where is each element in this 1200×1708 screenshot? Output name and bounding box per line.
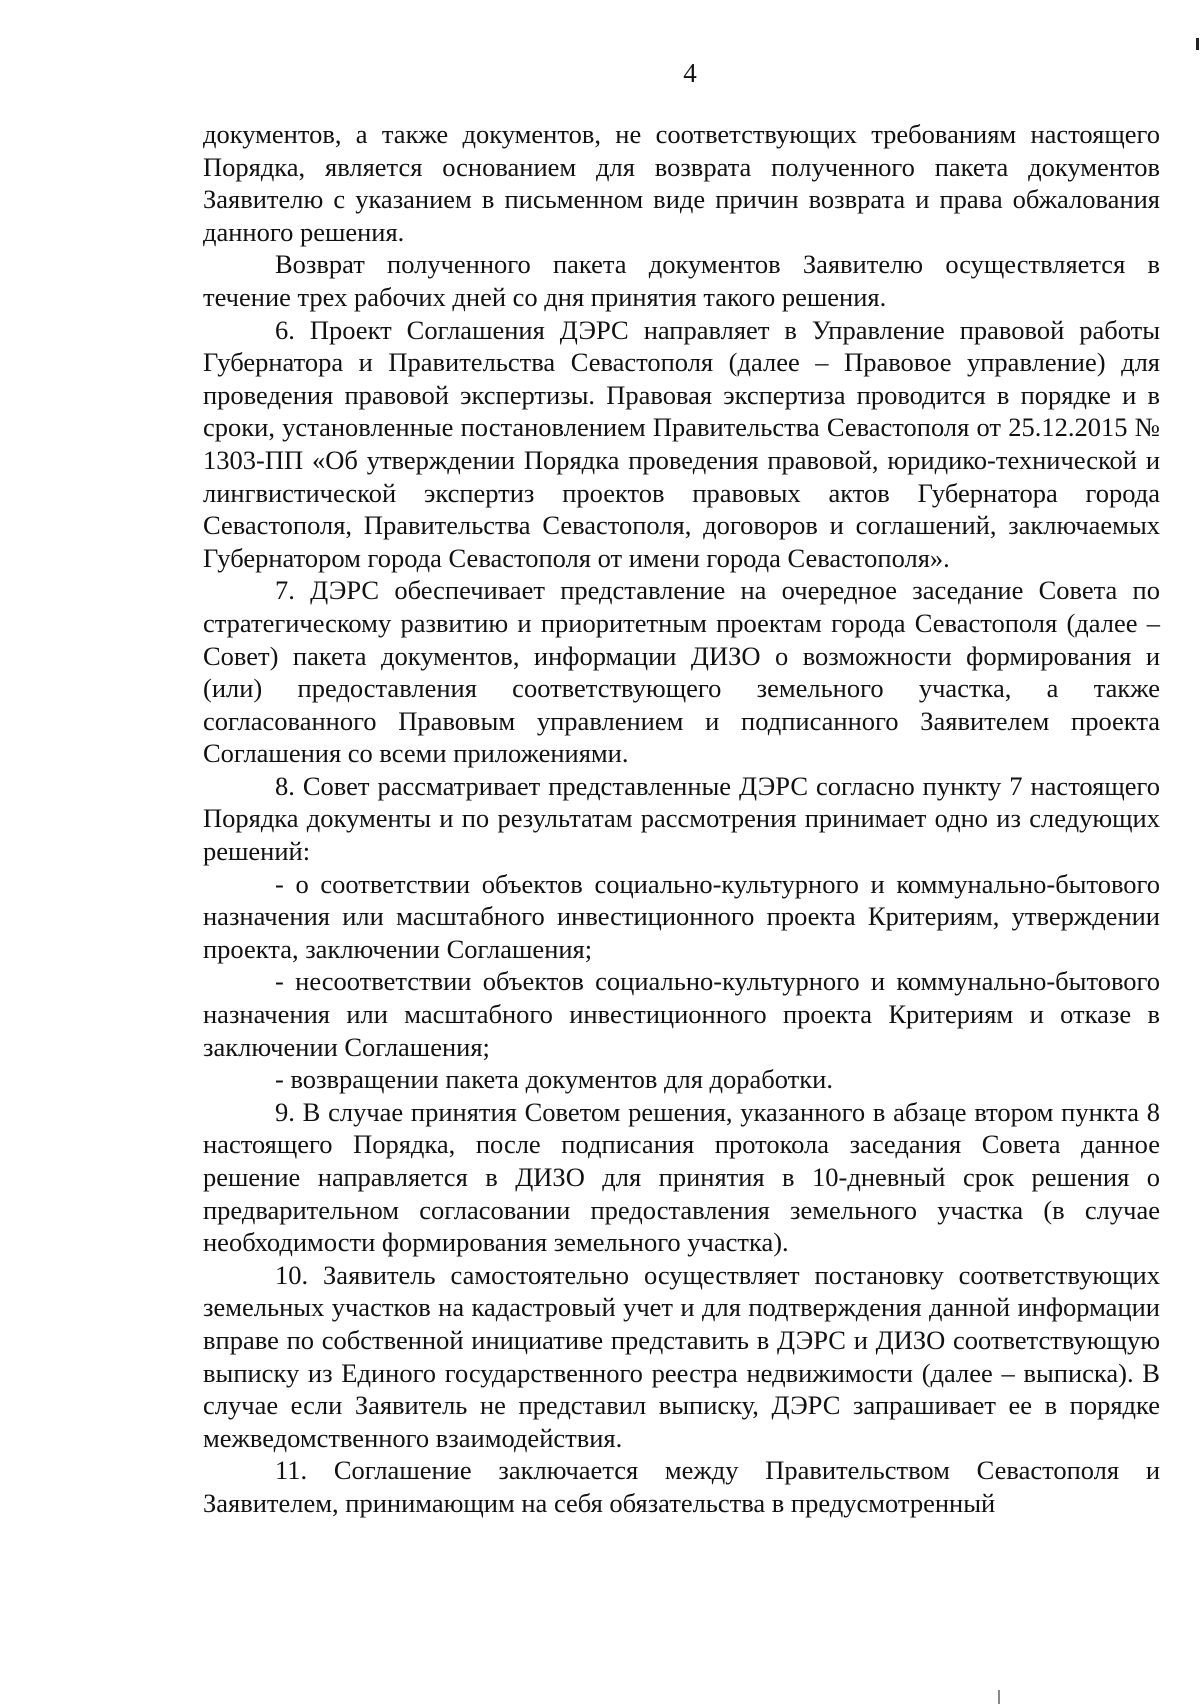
paragraph-item-7: 7. ДЭРС обеспечивает представление на очередное заседание Совета по стратегическому развитию и приоритетным проектам города Севастополя (далее – Совет) пакета документов, информации ДИЗО о возможности формирования и (или) предоставления соответствующего земельного участка, а также согласованного Правовым управлением и подписанного Заявителем проекта Соглашения со всеми приложениями.: [203, 575, 1160, 769]
list-item-return: - возвращении пакета документов для доработки.: [275, 1064, 833, 1095]
document-body: [203, 118, 1160, 1520]
paragraph-item-6: 6. Проект Соглашения ДЭРС направляет в Управление правовой работы Губернатора и Правительства Севастополя (далее – Правовое управление) для проведения правовой экспертизы. Правовая экспертиза проводится в порядке и в сроки, установленные постановлением Правительства Севастополя от 25.12.2015 № 1303-ПП «Об утверждении Порядка проведения правовой, юридико-технической и лингвистической экспертиз проектов правовых актов Губернатора города Севастополя, Правительства Севастополя, договоров и соглашений, заключаемых Губернатором города Севастополя от имени города Севастополя».: [203, 314, 1160, 573]
list-item-noncompliance: - несоответствии объектов социально-культурного и коммунально-бытового назначения или масштабного инвестиционного проекта Критериям и отказе в заключении Соглашения;: [203, 966, 1160, 1062]
paragraph-item-8: 8. Совет рассматривает представленные ДЭРС согласно пункту 7 настоящего Порядка документы и по результатам рассмотрения принимает одно из следующих решений:: [203, 770, 1160, 867]
paragraph-item-9: 9. В случае принятия Советом решения, указанного в абзаце втором пункта 8 настоящего Порядка, после подписания протокола заседания Совета данное решение направляется в ДИЗО для принятия в 10-дневный срок решения о предварительном согласовании предоставления земельного участка (в случае необходимости формирования земельного участка).: [203, 1096, 1160, 1258]
paragraph-item-11: 11. Соглашение заключается между Правительством Севастополя и Заявителем, принимающим на себя обязательства в предусмотренный: [203, 1455, 1160, 1518]
page-number: 4: [683, 58, 697, 88]
paragraph-continuation: документов, а также документов, не соответствующих требованиям настоящего Порядка, является основанием для возврата полученного пакета документов Заявителю с указанием в письменном виде причин возврата и права обжалования данного решения.: [203, 119, 1160, 247]
scan-mark-top-right: [1196, 38, 1199, 50]
paragraph-item-10: 10. Заявитель самостоятельно осуществляет постановку соответствующих земельных участков на кадастровый учет и для подтверждения данной информации вправе по собственной инициативе представить в ДЭРС и ДИЗО соответствующую выписку из Единого государственного реестра недвижимости (далее – выписка). В случае если Заявитель не представил выписку, ДЭРС запрашивает ее в порядке межведомственного взаимодействия.: [203, 1259, 1160, 1453]
scan-mark-bottom: [998, 1690, 1000, 1704]
paragraph-return-deadline: Возврат полученного пакета документов Заявителю осуществляется в течение трех рабочих дней со дня принятия такого решения.: [203, 249, 1160, 312]
list-item-compliance: - о соответствии объектов социально-культурного и коммунально-бытового назначения или масштабного инвестиционного проекта Критериям, утверждении проекта, заключении Соглашения;: [203, 868, 1160, 964]
